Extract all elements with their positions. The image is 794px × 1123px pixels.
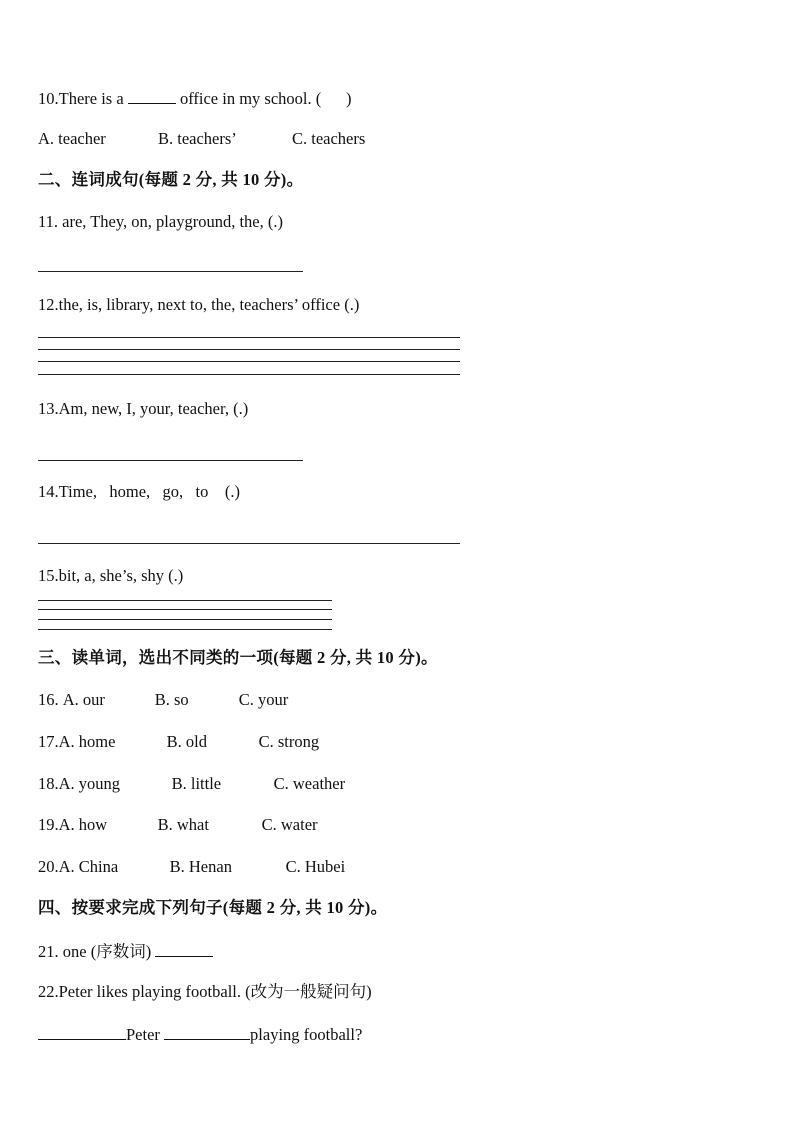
option-a[interactable]: A. China — [58, 857, 119, 876]
answer-text: Peter — [126, 1025, 160, 1044]
answer-line[interactable] — [38, 361, 460, 362]
answer-line[interactable] — [38, 619, 332, 620]
question-14: 14.Time, home, go, to (.) — [38, 482, 240, 501]
option-a[interactable]: A. home — [58, 732, 116, 751]
option-c[interactable]: C. teachers — [292, 129, 366, 148]
answer-blank[interactable] — [164, 1023, 250, 1040]
question-19 — [38, 815, 318, 835]
question-text: office in my school. ( — [179, 89, 322, 108]
answer-blank[interactable] — [128, 87, 176, 104]
question-18 — [38, 774, 345, 794]
answer-line[interactable] — [38, 460, 303, 461]
option-c[interactable]: C. Hubei — [285, 857, 346, 876]
question-number: 16. — [38, 690, 63, 709]
question-20 — [38, 857, 345, 877]
answer-line[interactable] — [38, 374, 460, 375]
question-22-answer — [38, 1023, 362, 1045]
question-16 — [38, 690, 288, 710]
option-b[interactable]: B. so — [154, 690, 189, 709]
answer-line[interactable] — [38, 609, 332, 610]
answer-line[interactable] — [38, 629, 332, 630]
option-a[interactable]: A. how — [58, 815, 108, 834]
question-10 — [38, 87, 351, 109]
question-text: 21. one (序数词) — [38, 942, 152, 961]
answer-line[interactable] — [38, 543, 460, 544]
option-b[interactable]: B. Henan — [169, 857, 232, 876]
option-a[interactable]: A. young — [58, 774, 121, 793]
question-number: 20. — [38, 857, 59, 876]
answer-line[interactable] — [38, 600, 332, 601]
option-c[interactable]: C. water — [261, 815, 318, 834]
answer-line[interactable] — [38, 349, 460, 350]
section-2-heading: 二、连词成句(每题 2 分, 共 10 分)。 — [38, 170, 304, 189]
option-c[interactable]: C. strong — [258, 732, 320, 751]
question-number: 18. — [38, 774, 59, 793]
question-11: 11. are, They, on, playground, the, (.) — [38, 212, 283, 231]
question-22: 22.Peter likes playing football. (改为一般疑问句) — [38, 982, 372, 1001]
question-13: 13.Am, new, I, your, teacher, (.) — [38, 399, 249, 418]
option-b[interactable]: B. old — [166, 732, 207, 751]
question-21 — [38, 940, 213, 962]
question-number: 10. — [38, 89, 59, 108]
option-c[interactable]: C. your — [238, 690, 289, 709]
option-c[interactable]: C. weather — [273, 774, 346, 793]
answer-line[interactable] — [38, 271, 303, 272]
question-number: 17. — [38, 732, 59, 751]
answer-blank[interactable] — [155, 940, 213, 957]
answer-text: playing football? — [250, 1025, 363, 1044]
option-a[interactable]: A. teacher — [38, 129, 106, 148]
option-b[interactable]: B. teachers’ — [158, 129, 237, 148]
question-15: 15.bit, a, she’s, shy (.) — [38, 566, 184, 585]
option-b[interactable]: B. little — [171, 774, 222, 793]
answer-blank[interactable] — [38, 1023, 126, 1040]
options-10 — [38, 129, 365, 149]
question-17 — [38, 732, 319, 752]
option-a[interactable]: A. our — [62, 690, 105, 709]
question-number: 19. — [38, 815, 59, 834]
answer-line[interactable] — [38, 337, 460, 338]
section-4-heading: 四、按要求完成下列句子(每题 2 分, 共 10 分)。 — [38, 898, 388, 917]
question-text: There is a — [58, 89, 124, 108]
question-12: 12.the, is, library, next to, the, teachers’ office (.) — [38, 295, 360, 314]
question-text: ) — [345, 89, 352, 108]
section-3-heading: 三、读单词，选出不同类的一项(每题 2 分, 共 10 分)。 — [38, 648, 438, 667]
option-b[interactable]: B. what — [157, 815, 209, 834]
